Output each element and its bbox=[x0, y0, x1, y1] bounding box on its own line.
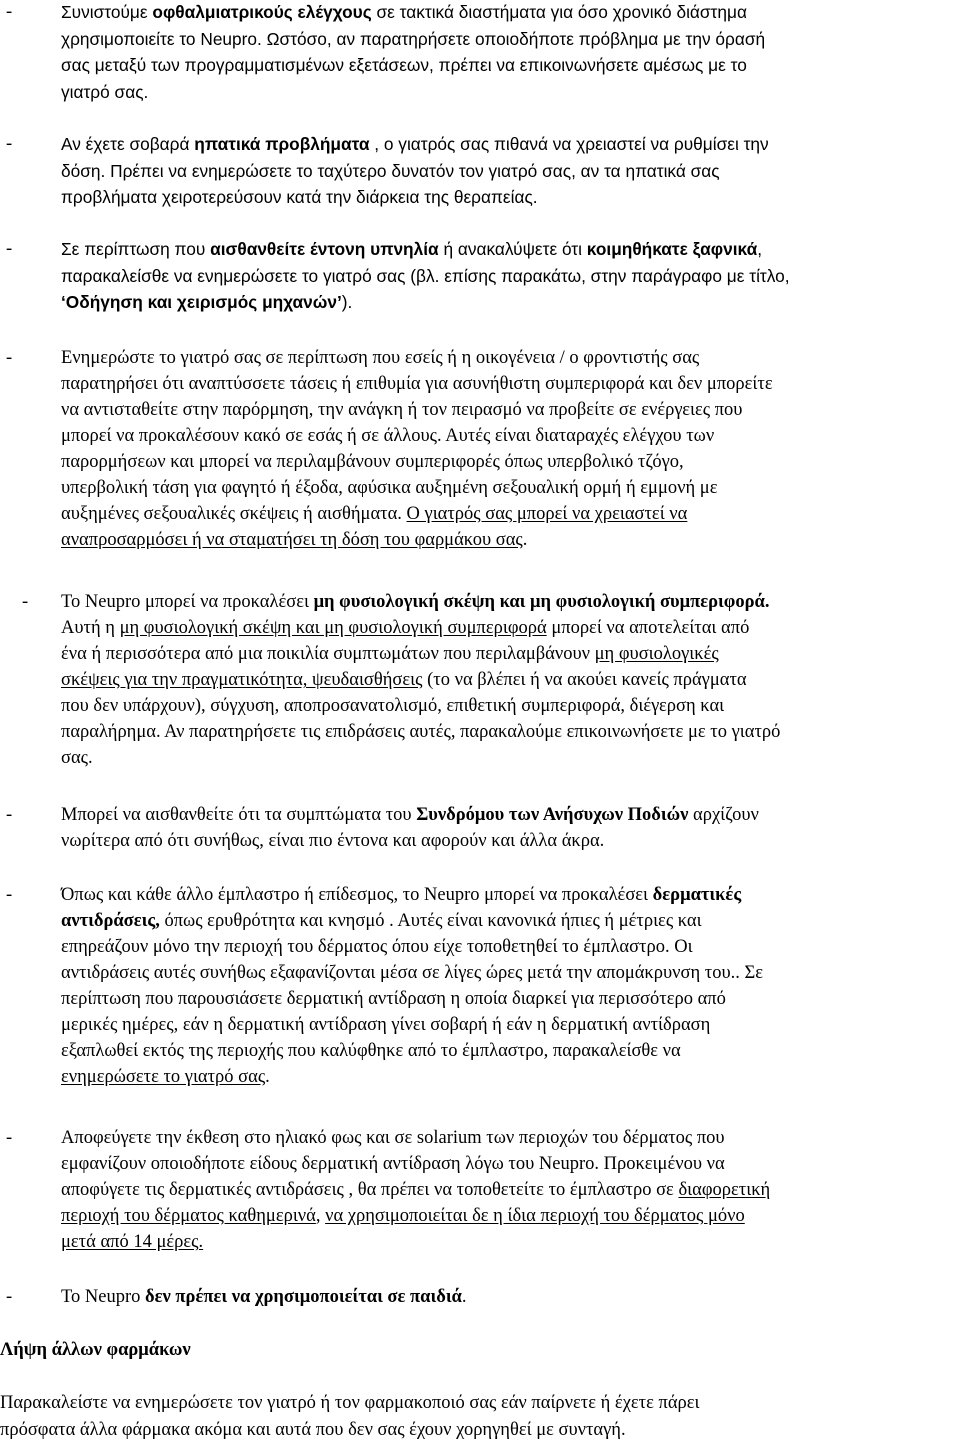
bullet-text: Το Neupro δεν πρέπει να χρησιμοποιείται σε παιδιά. bbox=[61, 1287, 467, 1307]
bold-phrase: μη φυσιολογική σκέψη και μη φυσιολογική συμπεριφορά. bbox=[313, 592, 770, 612]
bullet-text: Συνιστούμε οφθαλμιατρικούς ελέγχους σε τακτικά διαστήματα για όσο χρονικό διάστημα χρησιμοποιείτε το Neupro. Ωστόσο, αν παρατηρήσετε οποιοδήποτε πρόβλημα με την όρασή σας μεταξύ των προγραμματισμένων εξετάσεων, πρέπει να επικοινωνήσετε αμέσως με το γιατρό σας. bbox=[61, 2, 766, 102]
underlined-phrase: Ο γιατρός σας μπορεί να χρειαστεί να bbox=[406, 504, 688, 524]
bold-phrase: δεν πρέπει να χρησιμοποιείται σε παιδιά bbox=[145, 1287, 462, 1307]
bold-phrase: αντιδράσεις, bbox=[61, 911, 160, 931]
underlined-phrase: ενημερώσετε το γιατρό σας bbox=[61, 1067, 266, 1087]
bold-phrase: Συνδρόμου των Ανήσυχων Ποδιών bbox=[416, 805, 689, 825]
bullet-text: Όπως και κάθε άλλο έμπλαστρο ή επίδεσμος, το Neupro μπορεί να προκαλέσει δερματικές αντιδράσεις, όπως ερυθρότητα και κνησμό . Αυτές είναι κανονικά ήπιες ή μέτριες και επηρεάζουν μόνο την περιοχή του δέρματος όπου είχε τοποθετηθεί το έμπλαστρο. Οι αντιδράσεις αυτές συνήθως εξαφανίζονται μέσα σε λίγες ώρες μετά την απομάκρυνση του.. Σε περίπτωση που παρουσιάσετε δερματική αντίδραση η οποία διαρκεί για περισσότερο από μερικές ημέρες, εάν η δερματική αντίδραση γίνει σοβαρή ή εάν η δερματική αντίδραση εξαπλωθεί εκτός της περιοχής που καλύφθηκε από το έμπλαστρο, παρακαλείσθε να ενημερώσετε το γιατρό σας. bbox=[61, 885, 764, 1087]
underlined-phrase: μη φυσιολογική σκέψη και μη φυσιολογική συμπεριφορά bbox=[119, 618, 547, 638]
bold-phrase: οφθαλμιατρικούς ελέγχους bbox=[152, 2, 372, 22]
bullet-text: Μπορεί να αισθανθείτε ότι τα συμπτώματα του Συνδρόμου των Ανήσυχων Ποδιών αρχίζουν νωρίτερα από ότι συνήθως, είναι πιο έντονα και αφορούν και άλλα άκρα. bbox=[61, 805, 759, 851]
other-medicines-paragraph: Παρακαλείστε να ενημερώσετε τον γιατρό ή τον φαρμακοποιό σας εάν παίρνετε ή έχετε πάρει πρόσφατα άλλα φάρμακα ακόμα και αυτά που δεν σας έχουν χορηγηθεί με συνταγή. bbox=[0, 1393, 700, 1440]
bold-phrase: ηπατικά προβλήματα bbox=[194, 134, 370, 154]
bold-phrase: αισθανθείτε έντονη υπνηλία bbox=[210, 239, 439, 259]
underlined-phrase: περιοχή του δέρματος καθημερινά bbox=[61, 1206, 316, 1226]
bullet-dash: - bbox=[22, 592, 29, 612]
bullet-dash: - bbox=[6, 239, 13, 259]
bullet-text: Το Neupro μπορεί να προκαλέσει μη φυσιολογική σκέψη και μη φυσιολογική συμπεριφορά. Αυτή η μη φυσιολογική σκέψη και μη φυσιολογική συμπεριφορά μπορεί να αποτελείται από ένα ή περισσότερα από μια ποικιλία συμπτωμάτων που περιλαμβάνουν μη φυσιολογικές σκέψεις για την πραγματικότητα, ψευδαισθήσεις (το να βλέπει ή να ακούει κανείς πράγματα που δεν υπάρχουν), σύγχυση, αποπροσανατολισμό, επιθετική συμπεριφορά, διέγερση και παραλήρημα. Αν παρατηρήσετε τις επιδράσεις αυτές, παρακαλούμε επικοινωνήσετε με το γιατρό σας. bbox=[61, 592, 781, 768]
bullet-dash: - bbox=[6, 885, 13, 905]
bullet-dash: - bbox=[6, 1287, 13, 1307]
bullet-dash: - bbox=[6, 134, 13, 154]
bullet-dash: - bbox=[6, 2, 13, 22]
bullet-text: Σε περίπτωση που αισθανθείτε έντονη υπνηλία ή ανακαλύψετε ότι κοιμηθήκατε ξαφνικά, παρακαλείσθε να ενημερώσετε το γιατρό σας (βλ. επίσης παρακάτω, στην παράγραφο με τίτλο, ‘Οδήγηση και χειρισμός μηχανών’). bbox=[61, 239, 790, 312]
underlined-phrase: σκέψεις για την πραγματικότητα, ψευδαισθήσεις bbox=[61, 670, 423, 690]
bullet-dash: - bbox=[6, 1128, 13, 1148]
underlined-phrase: μετά από 14 μέρες. bbox=[61, 1232, 204, 1252]
underlined-phrase: μη φυσιολογικές bbox=[594, 644, 719, 664]
bullet-dash: - bbox=[6, 805, 13, 825]
underlined-phrase: διαφορετική bbox=[678, 1180, 771, 1200]
bullet-text: Αποφεύγετε την έκθεση στο ηλιακό φως και σε solarium των περιοχών του δέρματος που εμφανίζουν οποιοδήποτε είδους δερματική αντίδραση λόγω του Neupro. Προκειμένου να αποφύγετε τις δερματικές αντιδράσεις , θα πρέπει να τοποθετείτε το έμπλαστρο σε διαφορετική περιοχή του δέρματος καθημερινά, να χρησιμοποιείται δε η ίδια περιοχή του δέρματος μόνο μετά από 14 μέρες. bbox=[61, 1128, 771, 1252]
underlined-phrase: αναπροσαρμόσει ή να σταματήσει τη δόση του φαρμάκου σας bbox=[61, 530, 523, 550]
bullet-text: Αν έχετε σοβαρά ηπατικά προβλήματα , ο γιατρός σας πιθανά να χρειαστεί να ρυθμίσει την δόση. Πρέπει να ενημερώσετε το ταχύτερο δυνατόν τον γιατρό σας, αν τα ηπατικά σας προβλήματα χειροτερεύσουν κατά την διάρκεια της θεραπείας. bbox=[61, 134, 769, 207]
bold-phrase: κοιμηθήκατε ξαφνικά bbox=[586, 239, 758, 259]
underlined-phrase: να χρησιμοποιείται δε η ίδια περιοχή του δέρματος μόνο bbox=[325, 1206, 745, 1226]
section-heading: Λήψη άλλων φαρμάκων bbox=[0, 1340, 191, 1360]
bold-phrase: ‘Οδήγηση και χειρισμός μηχανών’ bbox=[61, 292, 342, 312]
bold-phrase: δερματικές bbox=[652, 885, 742, 905]
bullet-dash: - bbox=[6, 348, 13, 368]
bullet-text: Ενημερώστε το γιατρό σας σε περίπτωση που εσείς ή η οικογένεια / ο φροντιστής σας παρατηρήσει ότι αναπτύσσετε τάσεις ή επιθυμία για ασυνήθιστη συμπεριφορά και δεν μπορείτε να αντισταθείτε στην παρόρμηση, την ανάγκη ή τον πειρασμό να προβείτε σε ενέργειες που μπορεί να προκαλέσουν κακό σε εσάς ή σε άλλους. Αυτές είναι διαταραχές ελέγχου των παρορμήσεων και μπορεί να περιλαμβάνουν συμπεριφορές όπως υπερβολικό τζόγο, υπερβολική τάση για φαγητό ή έξοδα, αφύσικα αυξημένη σεξουαλική ορμή ή εμμονή με αυξημένες σεξουαλικές σκέψεις ή αισθήματα. Ο γιατρός σας μπορεί να χρειαστεί να αναπροσαρμόσει ή να σταματήσει τη δόση του φαρμάκου σας. bbox=[61, 348, 773, 550]
